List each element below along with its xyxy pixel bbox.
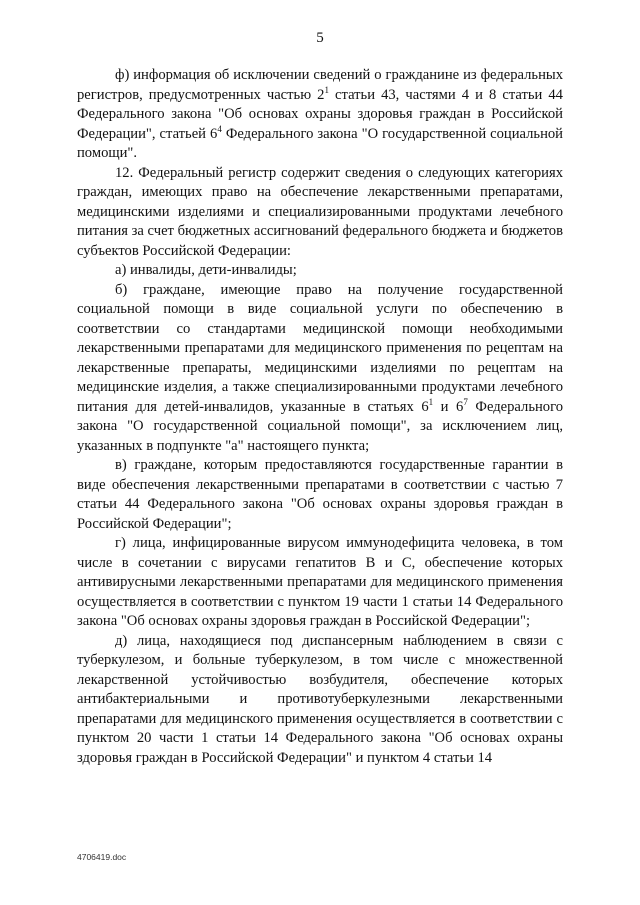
superscript: 7: [463, 396, 468, 407]
paragraph-g-hiv: г) лица, инфицированные вирусом иммунодефицита человека, в том числе в сочетании с вирусами гепатитов В и С, обеспечение которых антивирусными лекарственными препаратами для медицинского применения осуществляется в соответствии с пунктом 19 части 1 статьи 14 Федерального закона "Об основах охраны здоровья граждан в Российской Федерации";: [77, 535, 563, 629]
superscript: 1: [324, 84, 329, 95]
paragraph-12-federal-register: 12. Федеральный регистр содержит сведения о следующих категориях граждан, имеющих право на обеспечение лекарственными препаратами, медицинскими изделиями и специализированными продуктами лечебного питания за счет бюджетных ассигнований федерального бюджета и бюджетов субъектов Российской Федерации:: [77, 164, 563, 259]
text-segment: и 6: [433, 398, 464, 415]
paragraph-d-tuberculosis: д) лица, находящиеся под диспансерным наблюдением в связи с туберкулезом, и больные туберкулезом, в том числе с множественной лекарственной устойчивостью возбудителя, обеспечение которых антибактериальными и противотуберкулезными лекарственными препаратами для медицинского применения осуществляется в соответствии с пунктом 20 части 1 статьи 14 Федерального закона "Об основах охраны здоровья граждан в Российской Федерации" и пунктом 4 статьи 14: [77, 632, 563, 766]
text-segment: ф) информация об исключении сведений о гражданине из федеральных регистров, предусмотренных частью 2: [77, 67, 563, 103]
document-body: [77, 66, 563, 768]
text-segment: Федерального закона "О государственной социальной помощи".: [77, 125, 563, 161]
document-file-code: 4706419.doc: [77, 852, 127, 862]
paragraph-b-social-assistance: [77, 281, 563, 457]
superscript: 4: [217, 123, 222, 134]
superscript: 1: [428, 396, 434, 407]
text-segment: б) граждане, имеющие право на получение государственной социальной помощи в виде социальной услуги по обеспечению в соответствии со стандартами медицинской помощи необходимыми лекарственными препаратами для медицинского применения по рецептам на лекарственные препараты, медицинскими изделиями по рецептам на медицинские изделия, а также специализированными продуктами лечебного питания для детей-инвалидов, указанные в статьях 6: [77, 281, 563, 415]
paragraph-a-disabled: а) инвалиды, дети-инвалиды;: [115, 262, 297, 278]
text-segment: статьи 43, частями 4 и 8 статьи 44 Федерального закона "Об основах охраны здоровья граждан в Российской Федерации", статьей 6: [77, 86, 563, 142]
paragraph-v-state-guarantees: в) граждане, которым предоставляются государственные гарантии в виде обеспечения лекарственными препаратами в соответствии с частью 7 статьи 44 Федерального закона "Об основах охраны здоровья граждан в Российской Федерации";: [77, 457, 563, 532]
paragraph-f-exclusion-info: [77, 66, 563, 164]
text-segment: Федерального закона "О государственной социальной помощи", за исключением лиц, указанных в подпункте "а" настоящего пункта;: [77, 398, 564, 454]
page-number: 5: [316, 30, 324, 46]
